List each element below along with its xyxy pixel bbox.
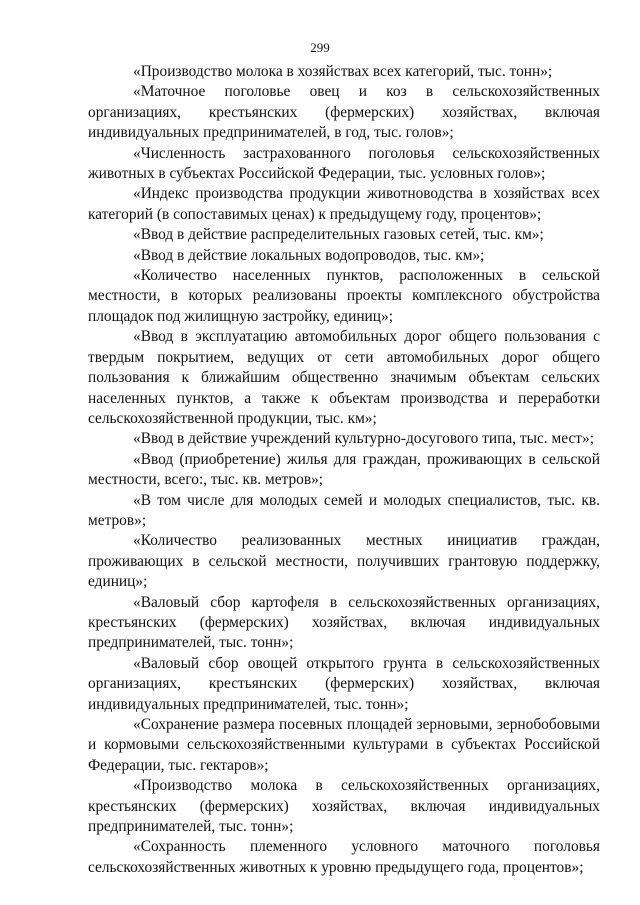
paragraph-milk-production-agri-orgs: «Производство молока в сельскохозяйственных организациях, крестьянских (фермерских) хозяйствах, включая индивидуальных предпринимателей, тыс. тонн»; [88, 777, 600, 836]
paragraph-local-initiatives: «Количество реализованных местных инициатив граждан, проживающих в сельской местности, получивших грантовую поддержку, единиц»; [88, 532, 600, 591]
paragraph-cultural-institutions: «Ввод в действие учреждений культурно-досугового типа, тыс. мест»; [133, 430, 594, 448]
paragraph-breeding-livestock-retention: «Сохранность племенного условного маточного поголовья сельскохозяйственных животных к уровню предыдущего года, процентов»; [88, 838, 600, 876]
document-body [88, 62, 600, 878]
paragraph-livestock-production-index: «Индекс производства продукции животноводства в хозяйствах всех категорий (в сопоставимых ценах) к предыдущему году, процентов»; [88, 185, 600, 223]
paragraph-rural-settlements-projects: «Количество населенных пунктов, расположенных в сельской местности, в которых реализованы проекты комплексного обустройства площадок под жилищную застройку, единиц»; [88, 267, 600, 325]
paragraph-sheep-goat-livestock: «Маточное поголовье овец и коз в сельскохозяйственных организациях, крестьянских (фермерских) хозяйствах, включая индивидуальных предпринимателей, в год, тыс. голов»; [88, 83, 600, 142]
paragraph-local-water-pipes: «Ввод в действие локальных водопроводов, тыс. км»; [133, 246, 485, 264]
paragraph-rural-housing: «Ввод (приобретение) жилья для граждан, проживающих в сельской местности, всего:, тыс. кв. метров»; [88, 450, 600, 489]
paragraph-gas-networks: «Ввод в действие распределительных газовых сетей, тыс. км»; [133, 226, 544, 244]
paragraph-potato-harvest: «Валовый сбор картофеля в сельскохозяйственных организациях, крестьянских (фермерских) хозяйствах, включая индивидуальных предпринимателей, тыс. тонн»; [88, 593, 600, 652]
paragraph-milk-production-all-farms: «Производство молока в хозяйствах всех категорий, тыс. тонн»; [133, 63, 553, 80]
paragraph-insured-livestock: «Численность застрахованного поголовья сельскохозяйственных животных в субъектах Российской Федерации, тыс. условных голов»; [88, 144, 600, 183]
page-number: 299 [310, 40, 330, 55]
paragraph-vegetable-harvest: «Валовый сбор овощей открытого грунта в сельскохозяйственных организациях, крестьянских (фермерских) хозяйствах, включая индивидуальных предпринимателей, тыс. тонн»; [88, 654, 600, 713]
paragraph-young-families-housing: «В том числе для молодых семей и молодых специалистов, тыс. кв. метров»; [88, 491, 600, 529]
paragraph-public-roads: «Ввод в эксплуатацию автомобильных дорог общего пользования с твердым покрытием, ведущих от сети автомобильных дорог общего пользования к ближайшим общественно значимым объектам сельских населенных пунктов, а также к объектам производства и переработки сельскохозяйственной продукции, тыс. км»; [88, 328, 600, 427]
paragraph-sown-areas: «Сохранение размера посевных площадей зерновыми, зернобобовыми и кормовыми сельскохозяйственными культурами в субъектах Российской Федерации, тыс. гектаров»; [88, 716, 600, 774]
